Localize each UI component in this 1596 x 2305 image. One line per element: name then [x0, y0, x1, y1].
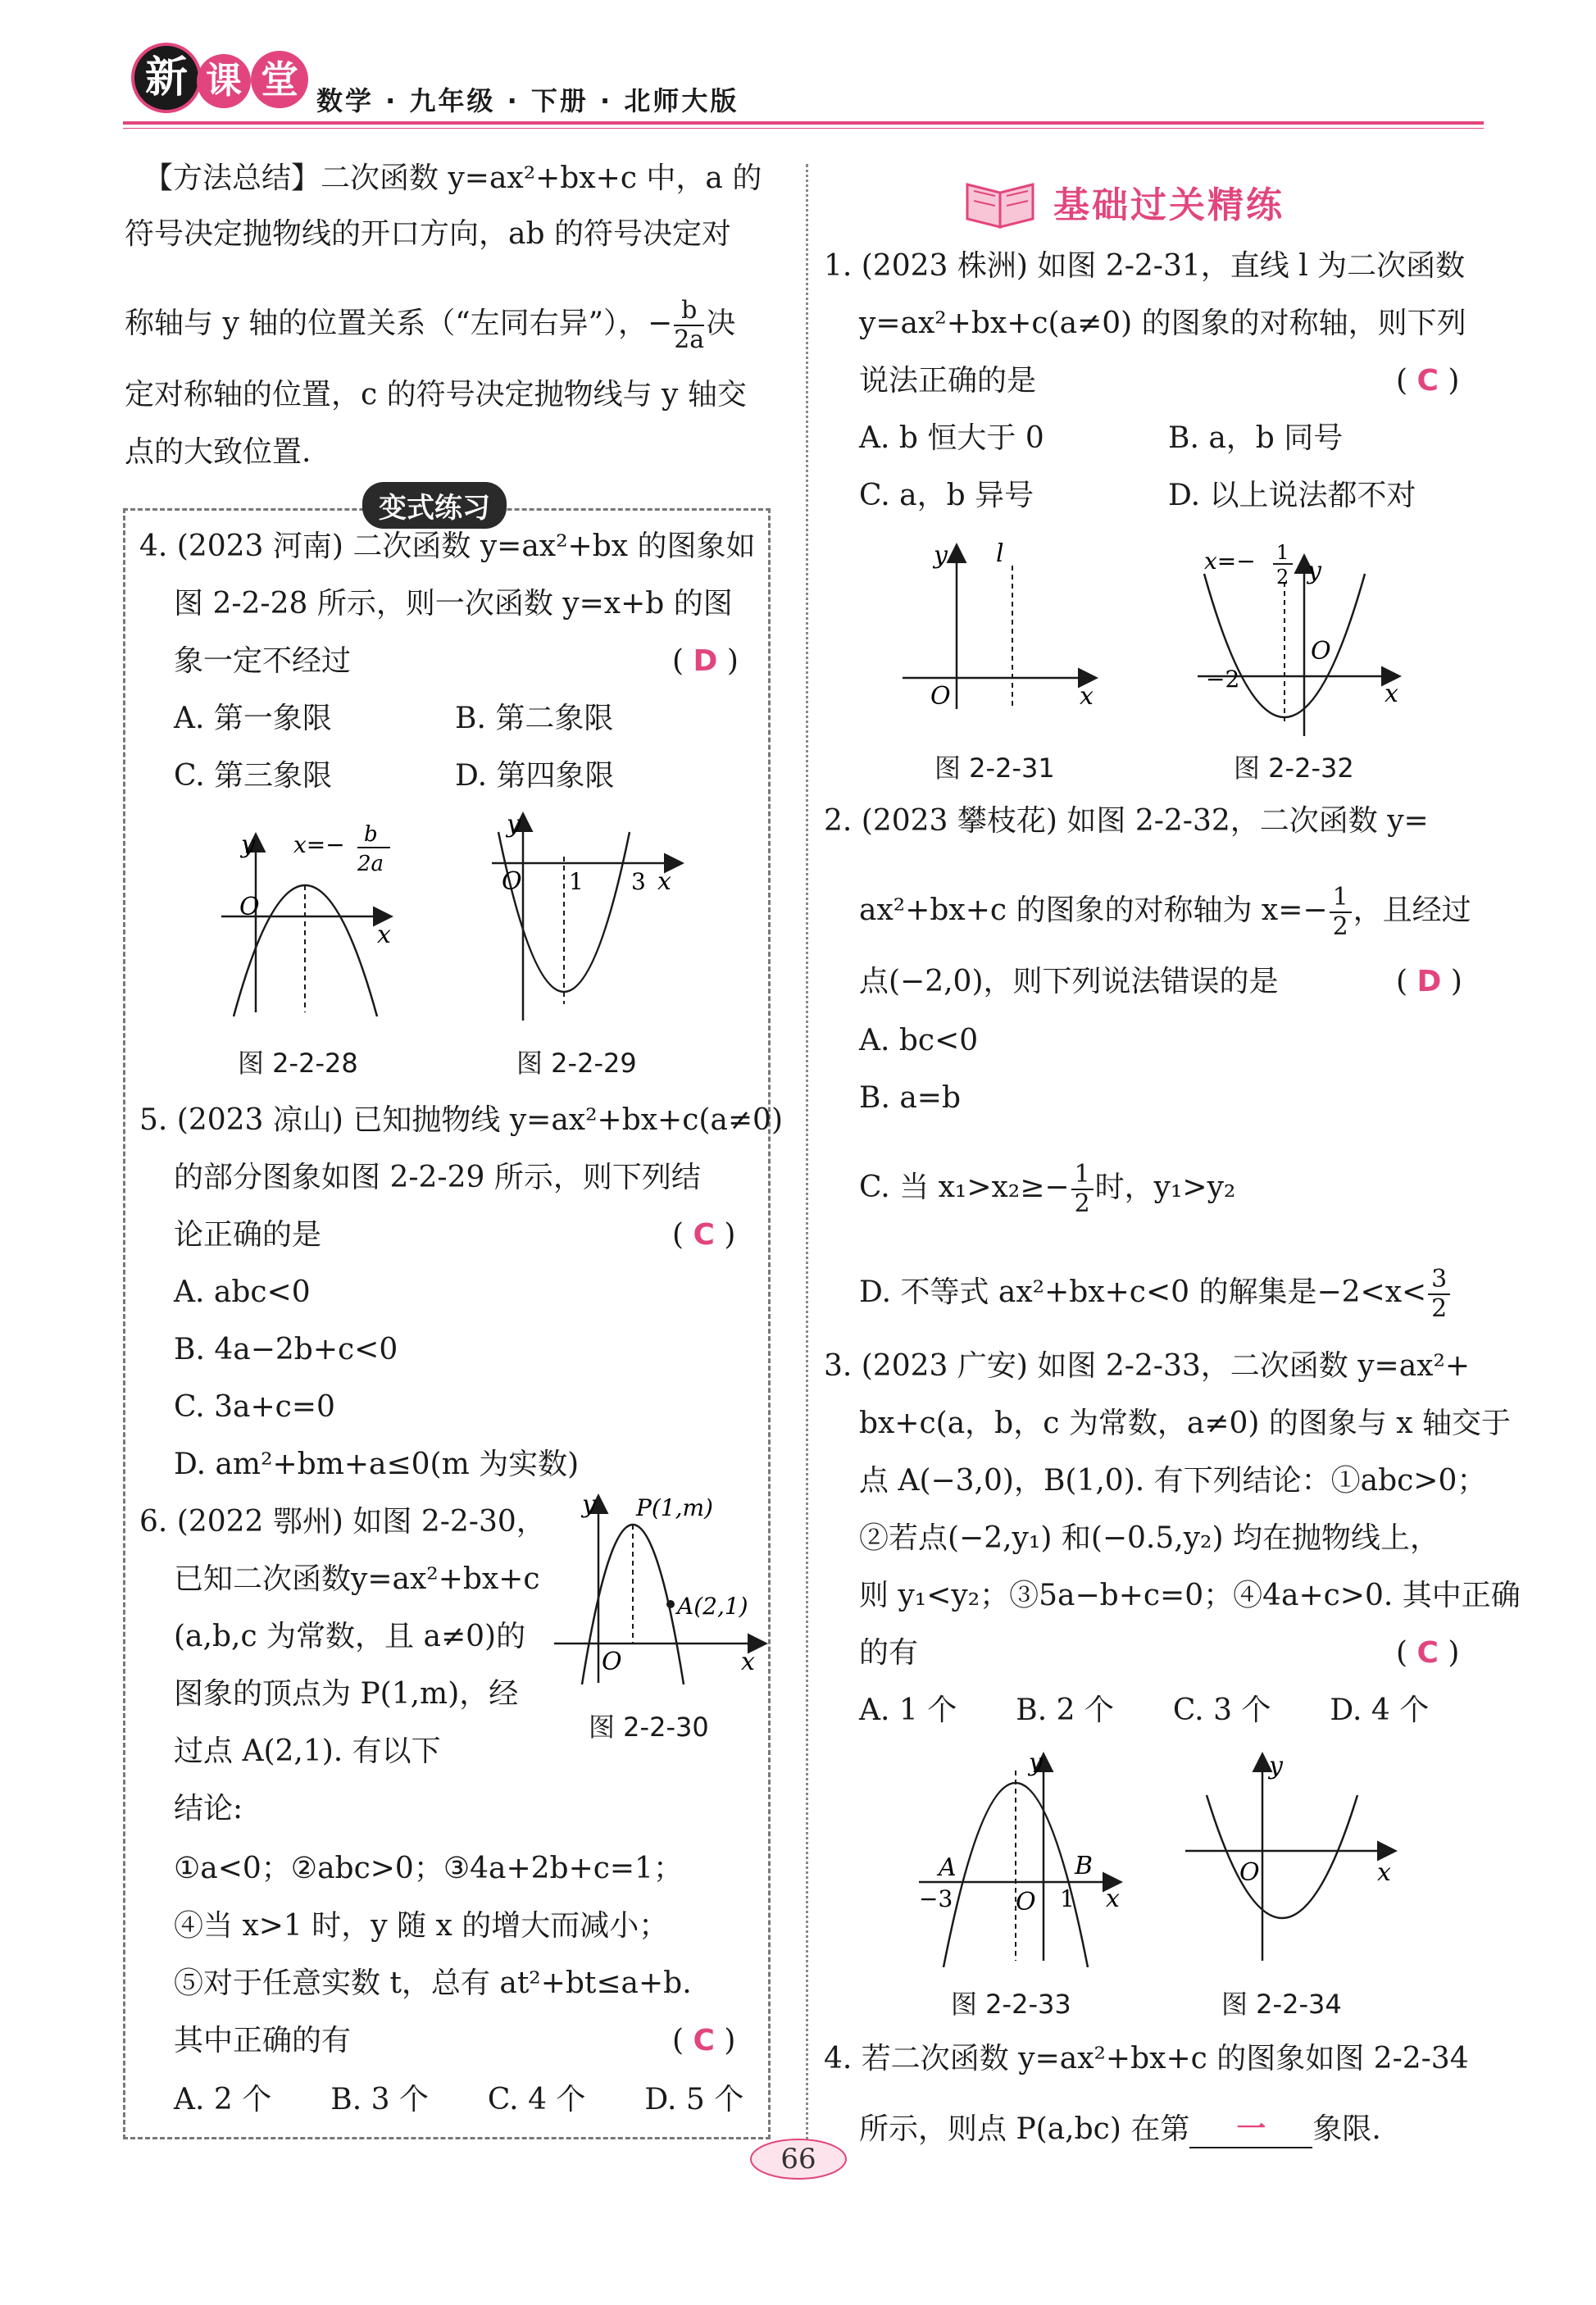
fig29-origin: O: [502, 867, 522, 896]
lq5-option-d: D. am²+bm+a≤0(m 为实数): [174, 1448, 580, 1481]
rq3-line-1: 3. (2023 广安) 如图 2-2-33，二次函数 y=ax²+: [824, 1349, 1471, 1383]
rq2-line-1: 2. (2023 攀枝花) 如图 2-2-32，二次函数 y=: [824, 804, 1429, 838]
fig32-x-label: x: [1385, 680, 1398, 708]
fig28-origin: O: [239, 893, 260, 921]
figure-2-2-33: [914, 1746, 1127, 1967]
rq3-line-4: ②若点(−2,y₁) 和(−0.5,y₂) 均在抛物线上，: [859, 1521, 1439, 1555]
figure-2-2-32: [1193, 541, 1406, 738]
rq1-line-2: y=ax²+bx+c(a≠0) 的图象的对称轴，则下列: [859, 307, 1466, 340]
rq2-option-d-text: D. 不等式 ax²+bx+c<0 的解集是−2<x<: [859, 1275, 1427, 1309]
lq4-option-d: D. 第四象限: [455, 759, 615, 793]
header-rule: [123, 121, 1484, 125]
neg-b-over-2a-fraction: [674, 297, 704, 354]
fig33-tick-1: 1: [1060, 1885, 1075, 1912]
fig31-x-label: x: [1080, 682, 1094, 711]
fig30-a-label: A(2,1): [677, 1593, 748, 1620]
rq2-option-b: B. a=b: [859, 1081, 962, 1115]
rq2-option-c-fraction: [1071, 1161, 1094, 1218]
lq6-line-2: 已知二次函数y=ax²+bx+c: [174, 1562, 540, 1596]
variant-practice-title: 变式练习: [362, 482, 507, 529]
fig29-caption: 图 2-2-29: [516, 1048, 637, 1079]
lq5-line-1: 5. (2023 凉山) 已知抛物线 y=ax²+bx+c(a≠0): [139, 1103, 783, 1137]
figure-2-2-31: [898, 537, 1103, 717]
lq4-line-1: 4. (2023 河南) 二次函数 y=ax²+bx 的图象如: [139, 530, 756, 563]
fig32-origin: O: [1311, 637, 1331, 666]
brand-logo-xin: 新: [131, 43, 202, 113]
summary-line-5: 点的大致位置.: [125, 435, 311, 469]
book-subtitle: 数学 · 九年级 · 下册 · 北师大版: [316, 85, 739, 116]
rq2-half-num: 1: [1330, 884, 1352, 913]
lq5-option-b: B. 4a−2b+c<0: [174, 1333, 398, 1366]
lq6-conclusion-3: ⑤对于任意实数 t，总有 at²+bt≤a+b.: [174, 1966, 692, 2000]
fig30-x-label: x: [741, 1648, 755, 1676]
rq2-d-num: 3: [1428, 1266, 1450, 1295]
book-icon: [959, 168, 1049, 234]
fig30-caption: 图 2-2-30: [589, 1712, 709, 1743]
header-rule-thin: [123, 128, 1484, 129]
fig28-x-label: x: [377, 921, 391, 949]
lq4-option-a: A. 第一象限: [174, 702, 332, 735]
lq6-conclusion-1: ①a<0；②abc>0；③4a+2b+c=1；: [174, 1852, 683, 1885]
rq2-line-2-tail: ，且经过: [1353, 893, 1471, 927]
summary-line-3-tail: 决: [706, 307, 736, 340]
fig28-axis-label: x=−: [293, 831, 345, 858]
brand-logo-tang: 堂: [251, 51, 308, 108]
figure-2-2-34: [1180, 1746, 1402, 1967]
section-title: 基础过关精练: [1053, 184, 1285, 226]
lq4-option-b: B. 第二象限: [455, 702, 614, 735]
fig29-y-label: y: [507, 810, 521, 839]
rq2-answer: ( D ): [1396, 965, 1462, 998]
fig33-a-label: A: [939, 1853, 957, 1882]
rq4-line-2-tail: 象限.: [1312, 2112, 1381, 2146]
fig28-axis-den: 2a: [357, 852, 384, 876]
summary-line-3-text: 称轴与 y 轴的位置关系（“左同右异”），−: [125, 307, 673, 340]
fig31-l-label: l: [996, 539, 1004, 568]
rq4-line-2: [859, 2111, 1381, 2148]
figure-2-2-30: [551, 1488, 772, 1684]
lq5-answer: ( C ): [672, 1218, 736, 1252]
rq2-line-2-text: ax²+bx+c 的图象的对称轴为 x=−: [859, 893, 1328, 927]
lq4-option-c: C. 第三象限: [174, 759, 333, 793]
rq2-option-a: A. bc<0: [859, 1024, 979, 1057]
page-number: 66: [780, 2143, 816, 2175]
fig34-caption: 图 2-2-34: [1221, 1989, 1342, 2020]
rq3-line-3: 点 A(−3,0)，B(1,0). 有下列结论：①abc>0；: [859, 1464, 1487, 1498]
lq6-line-5: 过点 A(2,1). 有以下: [174, 1734, 441, 1768]
rq4-answer-blank: 一: [1189, 2111, 1312, 2148]
fig33-origin: O: [1016, 1888, 1036, 1916]
fig32-axis-label: x=−: [1204, 548, 1256, 575]
lq6-answer: ( C ): [672, 2024, 736, 2057]
fig31-origin: O: [930, 682, 951, 711]
fig28-caption: 图 2-2-28: [238, 1048, 358, 1079]
lq5-answer-value: C: [693, 1218, 715, 1252]
brand-logo-ke: 课: [197, 54, 251, 108]
fig29-x-label: x: [657, 867, 671, 896]
rq1-option-c: C. a，b 异号: [859, 479, 1034, 512]
rq4-line-2-text: 所示，则点 P(a,bc) 在第: [859, 2112, 1190, 2146]
frac-num: b: [674, 297, 704, 326]
fig33-b-label: B: [1075, 1852, 1094, 1880]
fig31-caption: 图 2-2-31: [934, 752, 1055, 784]
fig31-y-label: y: [934, 541, 948, 570]
rq3-line-6: 的有: [859, 1636, 919, 1670]
rq3-answer-value: C: [1416, 1636, 1439, 1670]
column-divider: [806, 164, 808, 2156]
figure-2-2-29: [484, 807, 689, 1029]
frac-den: 2a: [674, 325, 705, 354]
rq3-options: A. 1 个 B. 2 个 C. 3 个 D. 4 个: [859, 1694, 1430, 1727]
rq2-option-d-fraction: [1428, 1266, 1450, 1323]
fig29-tick-3: 3: [631, 868, 646, 895]
fig33-y-label: y: [1029, 1748, 1043, 1777]
summary-line-4: 定对称轴的位置，c 的符号决定抛物线与 y 轴交: [125, 378, 747, 411]
rq2-half-den: 2: [1332, 912, 1348, 941]
lq6-conclusion-4: 其中正确的有: [174, 2024, 352, 2057]
fig28-axis-num: b: [364, 822, 378, 847]
fig30-p-label: P(1,m): [636, 1494, 713, 1521]
lq5-option-a: A. abc<0: [174, 1275, 311, 1309]
rq1-line-1: 1. (2023 株洲) 如图 2-2-31，直线 l 为二次函数: [824, 249, 1466, 283]
fig32-axis-den: 2: [1276, 566, 1289, 589]
rq2-option-c: [859, 1161, 1235, 1218]
lq6-conclusion-2: ④当 x>1 时，y 随 x 的增大而减小；: [174, 1909, 669, 1943]
lq4-line-2: 图 2-2-28 所示，则一次函数 y=x+b 的图: [174, 587, 733, 621]
lq6-line-1: 6. (2022 鄂州) 如图 2-2-30，: [139, 1505, 546, 1539]
variant-practice-box: [123, 508, 771, 2139]
lq6-line-4: 图象的顶点为 P(1,m)，经: [174, 1677, 519, 1711]
rq2-half-fraction: [1330, 884, 1352, 941]
rq2-option-c-tail: 时，y₁>y₂: [1094, 1171, 1236, 1204]
rq1-answer-value: C: [1416, 364, 1439, 398]
rq3-answer: ( C ): [1396, 1636, 1460, 1670]
lq5-line-3: 论正确的是: [174, 1218, 322, 1252]
rq1-option-d: D. 以上说法都不对: [1168, 479, 1416, 512]
lq6-answer-value: C: [693, 2024, 715, 2057]
fig28-y-label: y: [241, 830, 255, 859]
fig30-point-a: [666, 1600, 675, 1608]
lq6-options: A. 2 个 B. 3 个 C. 4 个 D. 5 个: [174, 2083, 744, 2116]
rq4-line-1: 4. 若二次函数 y=ax²+bx+c 的图象如图 2-2-34: [824, 2042, 1469, 2075]
lq5-option-c: C. 3a+c=0: [174, 1390, 335, 1424]
fig33-tick-minus3: −3: [919, 1885, 953, 1912]
lq6-line-6: 结论:: [174, 1792, 243, 1825]
rq1-answer: ( C ): [1396, 364, 1460, 398]
summary-line-2: 符号决定抛物线的开口方向，ab 的符号决定对: [125, 217, 731, 251]
fig29-tick-1: 1: [569, 868, 584, 895]
rq1-option-a: A. b 恒大于 0: [859, 421, 1044, 455]
rq3-line-2: bx+c(a，b，c 为常数，a≠0) 的图象与 x 轴交于: [859, 1407, 1512, 1440]
lq5-line-2: 的部分图象如图 2-2-29 所示，则下列结: [174, 1161, 701, 1194]
summary-line-3: [125, 297, 735, 354]
fig34-origin: O: [1239, 1858, 1260, 1887]
fig33-caption: 图 2-2-33: [951, 1989, 1071, 2020]
rq2-line-2: [859, 884, 1471, 941]
fig34-x-label: x: [1377, 1858, 1391, 1887]
fig32-axis-num: 1: [1276, 541, 1289, 564]
rq1-option-b: B. a，b 同号: [1168, 421, 1344, 455]
lq4-line-3: 象一定不经过: [174, 644, 352, 678]
rq2-c-den: 2: [1074, 1189, 1090, 1218]
summary-line-1: 【方法总结】二次函数 y=ax²+bx+c 中，a 的: [143, 161, 762, 195]
lq4-answer-value: D: [693, 644, 718, 678]
rq2-answer-value: D: [1416, 965, 1442, 998]
fig30-y-label: y: [582, 1490, 596, 1519]
lq6-line-3: (a,b,c 为常数，且 a≠0)的: [174, 1620, 526, 1653]
fig34-y-label: y: [1269, 1752, 1283, 1780]
rq3-line-5: 则 y₁<y₂；③5a−b+c=0；④4a+c>0. 其中正确: [859, 1579, 1521, 1612]
rq1-line-3: 说法正确的是: [859, 364, 1037, 398]
fig32-caption: 图 2-2-32: [1234, 752, 1354, 784]
rq2-d-den: 2: [1431, 1294, 1448, 1323]
rq2-option-d: [859, 1266, 1452, 1323]
figure-2-2-28: [205, 812, 402, 1025]
rq2-line-3: 点(−2,0)，则下列说法错误的是: [859, 965, 1279, 998]
lq4-answer: ( D ): [672, 644, 739, 678]
fig32-y-label: y: [1307, 557, 1321, 585]
fig33-x-label: x: [1106, 1884, 1120, 1913]
rq2-c-num: 1: [1071, 1161, 1094, 1190]
fig34-parabola: [1207, 1795, 1357, 1918]
rq2-option-c-text: C. 当 x₁>x₂≥−: [859, 1171, 1070, 1204]
fig32-tick-minus2: −2: [1206, 666, 1240, 693]
fig30-origin: O: [602, 1648, 622, 1676]
